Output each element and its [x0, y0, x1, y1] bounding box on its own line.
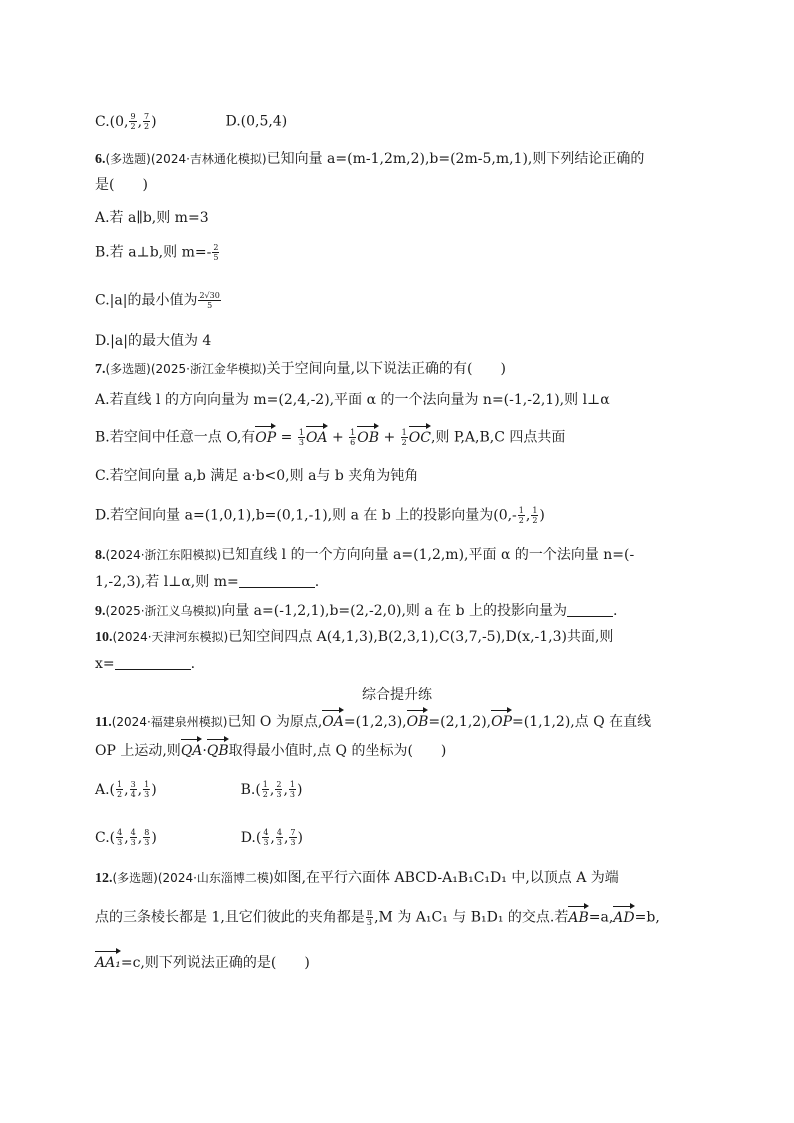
fraction: $\frac{3}{4}$: [130, 780, 136, 799]
q6-option-d[interactable]: D.|a|的最大值为 4: [95, 333, 212, 349]
fraction: $\frac{1}{6}$: [350, 428, 356, 447]
q8-stem-line2: 1,-2,3),若 l⊥α,则 m= .: [95, 574, 320, 590]
q9-answer-blank[interactable]: [567, 602, 613, 617]
q7-stem: 7.(多选题)(2025·浙江金华模拟)关于空间向量,以下说法正确的有( ): [95, 361, 506, 377]
q12-stem-line3: AA₁=c,则下列说法正确的是( ): [95, 955, 310, 971]
q11-stem-line1: 11.(2024·福建泉州模拟)已知 O 为原点,OA=(1,2,3),OB=(2,1,2),OP=(1,1,2),点 Q 在直线: [95, 714, 652, 730]
q11-option-b[interactable]: B.( $\frac{1}{2}$ , $\frac{2}{3}$ , $\frac{1}{3}$ ): [240, 780, 303, 799]
vector-oa: OA: [305, 429, 328, 446]
q6-source-tag: (多选题)(2024·吉林通化模拟): [105, 152, 267, 166]
q6-option-b[interactable]: B.若 a⊥b,则 m=- $\frac{2}{5}$: [95, 243, 219, 262]
q11-option-c[interactable]: C.( $\frac{4}{3}$ , $\frac{4}{3}$ , $\frac{8}{3}$ ): [95, 828, 157, 847]
q10-stem-line2: x= .: [95, 656, 196, 672]
q11-option-a[interactable]: A.( $\frac{1}{2}$ , $\frac{3}{4}$ , $\frac{1}{3}$ ): [95, 780, 157, 799]
vector-oc: OC: [408, 429, 431, 446]
q7-option-c[interactable]: C.若空间向量 a,b 满足 a·b<0,则 a与 b 夹角为钝角: [95, 468, 419, 484]
fraction: $\frac{8}{3}$: [144, 828, 150, 847]
fraction: $\frac{2}{3}$: [276, 780, 282, 799]
fraction: $\frac{9}{2}$: [130, 112, 136, 131]
fraction: $\frac{1}{2}$: [532, 506, 538, 525]
fraction: $\frac{2}{5}$: [213, 243, 219, 262]
fraction: $\frac{4}{3}$: [263, 828, 269, 847]
fraction: $\frac{4}{3}$: [276, 828, 282, 847]
q7-source-tag: (多选题)(2025·浙江金华模拟): [105, 362, 267, 376]
vector-ob: OB: [357, 429, 380, 446]
fraction: $\frac{1}{3}$: [289, 780, 295, 799]
fraction: $\frac{\pi}{3}$: [366, 908, 373, 927]
q7-option-a[interactable]: A.若直线 l 的方向向量为 m=(2,4,-2),平面 α 的一个法向量为 n=(-1,-2,1),则 l⊥α: [95, 392, 610, 408]
vector-op: OP: [491, 714, 513, 730]
vector-op: OP: [255, 429, 277, 446]
q10-stem-line1: 10.(2024·天津河东模拟)已知空间四点 A(4,1,3),B(2,3,1),C(3,7,-5),D(x,-1,3)共面,则: [95, 629, 614, 645]
vector-aa1: AA₁: [95, 955, 121, 971]
vector-qb: QB: [206, 743, 229, 759]
vector-ob: OB: [406, 714, 429, 730]
q6-stem-line1: 6.(多选题)(2024·吉林通化模拟)已知向量 a=(m-1,2m,2),b=(2m-5,m,1),则下列结论正确的: [95, 151, 645, 167]
q12-stem-line1: 12.(多选题)(2024·山东淄博二模)如图,在平行六面体 ABCD-A₁B₁C₁D₁ 中,以顶点 A 为端: [95, 870, 619, 886]
vector-ab: AB: [568, 909, 589, 926]
q11-source-tag: (2024·福建泉州模拟): [111, 715, 228, 729]
fraction: $\frac{4}{3}$: [130, 828, 136, 847]
vector-ad: AD: [613, 909, 635, 926]
q7-option-b[interactable]: B.若空间中任意一点 O,有OP = $\frac{1}{3}$ OA + $\frac{1}{6}$ OB + $\frac{1}{2}$ OC,则 P,A,B,C 四点共面: [95, 428, 566, 447]
fraction: $\frac{1}{2}$: [117, 780, 123, 799]
fraction: $\frac{1}{2}$: [401, 428, 407, 447]
fraction: $\frac{7}{2}$: [144, 112, 150, 131]
q9-source-tag: (2025·浙江义乌模拟): [105, 604, 222, 618]
fraction: $\frac{1}{2}$: [262, 780, 268, 799]
fraction: $\frac{1}{3}$: [298, 428, 304, 447]
q11-option-d[interactable]: D.( $\frac{4}{3}$ , $\frac{4}{3}$ , $\frac{7}{3}$ ): [240, 828, 303, 847]
q10-source-tag: (2024·天津河东模拟): [112, 630, 229, 644]
q7-option-d[interactable]: D.若空间向量 a=(1,0,1),b=(0,1,-1),则 a 在 b 上的投影向量为(0,- $\frac{1}{2}$ , $\frac{1}{2}$ ): [95, 506, 545, 525]
fraction: $\frac{4}{3}$: [117, 828, 123, 847]
q6-option-c[interactable]: C.|a|的最小值为 $\frac{2√30}{5}$: [95, 291, 220, 310]
q5-option-d[interactable]: D.(0,5,4): [225, 113, 288, 130]
q5-options: [95, 112, 287, 131]
q9-stem: 9.(2025·浙江义乌模拟)向量 a=(-1,2,1),b=(2,-2,0),则 a 在 b 上的投影向量为 .: [95, 603, 618, 619]
q11-stem-line2: OP 上运动,则QA·QB取得最小值时,点 Q 的坐标为( ): [95, 743, 447, 759]
fraction: $\frac{2√30}{5}$: [199, 291, 220, 310]
vector-oa: OA: [322, 714, 344, 730]
q12-stem-line2: 点的三条棱长都是 1,且它们彼此的夹角都是 $\frac{\pi}{3}$ ,M 为 A₁C₁ 与 B₁D₁ 的交点.若AB=a,AD=b,: [95, 908, 660, 927]
q11-options-ab: [95, 780, 302, 799]
q6-stem-line2: 是( ): [95, 177, 148, 193]
section-title: 综合提升练: [362, 687, 432, 703]
q8-answer-blank[interactable]: [239, 573, 315, 588]
q8-source-tag: (2024·浙江东阳模拟): [105, 548, 222, 562]
q6-option-a[interactable]: A.若 a∥b,则 m=3: [95, 210, 209, 226]
q8-stem-line1: 8.(2024·浙江东阳模拟)已知直线 l 的一个方向向量 a=(1,2,m),平面 α 的一个法向量 n=(-: [95, 547, 635, 563]
q5-option-c[interactable]: C.(0, $\frac{9}{2}$ , $\frac{7}{2}$ ): [95, 112, 157, 131]
fraction: $\frac{1}{3}$: [144, 780, 150, 799]
fraction: $\frac{1}{2}$: [518, 506, 524, 525]
q12-source-tag: (多选题)(2024·山东淄博二模): [112, 871, 274, 885]
q11-options-cd: [95, 828, 303, 847]
vector-qa: QA: [180, 743, 203, 759]
fraction: $\frac{7}{3}$: [290, 828, 296, 847]
q10-answer-blank[interactable]: [115, 655, 191, 670]
